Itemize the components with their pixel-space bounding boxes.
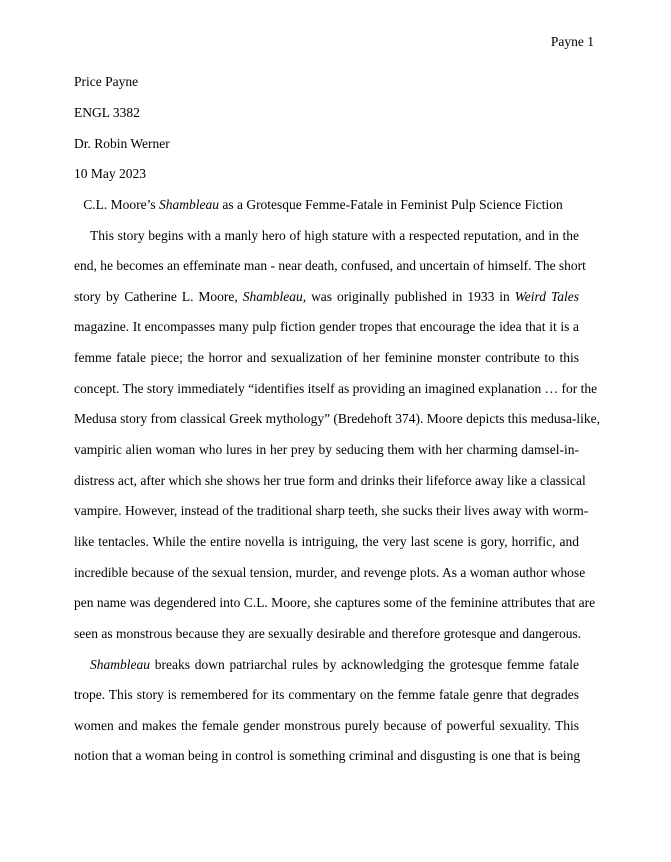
p1-line-2: end, he becomes an effeminate man - near death, confused, and uncertain of himself. The short <box>74 258 586 273</box>
header-author: Payne <box>550 34 584 49</box>
running-header <box>551 34 594 50</box>
p2-line-2: trope. This story is remembered for its commentary on the femme fatale genre that degrades <box>74 687 579 702</box>
p1-line-13: pen name was degendered into C.L. Moore, she captures some of the feminine attributes that are <box>74 595 596 610</box>
p1-line-3-a: story by Catherine L. Moore, <box>74 289 243 304</box>
p1-line-6: concept. The story immediately “identifies itself as providing an imagined explanation … for the <box>74 381 598 396</box>
p2-line-4: notion that a woman being in control is something criminal and disgusting is one that is being <box>74 748 581 763</box>
title-part-2: as a Grotesque Femme-Fatale in Feminist Pulp Science Fiction <box>218 197 563 212</box>
p2-line-1-b: breaks down patriarchal rules by acknowledging the grotesque femme fatale <box>150 657 579 672</box>
p2-line-1-italic: Shambleau <box>90 657 150 672</box>
student-name: Price Payne <box>74 74 139 89</box>
p1-line-3-italic-2: Weird Tales <box>514 289 579 304</box>
p1-line-3-italic-1: Shambleau <box>242 289 303 304</box>
p1-line-7: Medusa story from classical Greek mythology” (Bredehoft 374). Moore depicts this medusa-like, <box>74 411 600 426</box>
p2-line-3: women and makes the female gender monstrous purely because of powerful sexuality. This <box>74 718 579 733</box>
essay-title <box>0 197 646 213</box>
course-code: ENGL 3382 <box>74 105 140 120</box>
p1-line-1: This story begins with a manly hero of high stature with a respected reputation, and in the <box>90 228 579 243</box>
p1-line-9: distress act, after which she shows her true form and drinks their lifeforce away like a classical <box>74 473 586 488</box>
p1-line-3 <box>74 289 579 305</box>
p1-line-11: like tentacles. While the entire novella is intriguing, the very last scene is gory, horrific, and <box>74 534 579 549</box>
essay-date: 10 May 2023 <box>74 166 146 181</box>
p1-line-4: magazine. It encompasses many pulp fiction gender tropes that encourage the idea that it is a <box>74 319 579 334</box>
p2-line-1 <box>90 657 579 673</box>
p1-line-12: incredible because of the sexual tension, murder, and revenge plots. As a woman author whose <box>74 565 586 580</box>
p1-line-14: seen as monstrous because they are sexually desirable and therefore grotesque and dangerous. <box>74 626 582 641</box>
p1-line-8: vampiric alien woman who lures in her prey by seducing them with her charming damsel-in- <box>74 442 579 457</box>
p1-line-10: vampire. However, instead of the traditional sharp teeth, she sucks their lives away with worm- <box>74 503 589 518</box>
p1-line-3-b: , was originally published in 1933 in <box>302 289 515 304</box>
title-italic: Shambleau <box>158 197 219 212</box>
p1-line-5: femme fatale piece; the horror and sexualization of her feminine monster contribute to this <box>74 350 579 365</box>
header-page-number: 1 <box>587 34 594 49</box>
title-part-1: C.L. Moore’s <box>83 197 159 212</box>
instructor-name: Dr. Robin Werner <box>74 136 170 151</box>
